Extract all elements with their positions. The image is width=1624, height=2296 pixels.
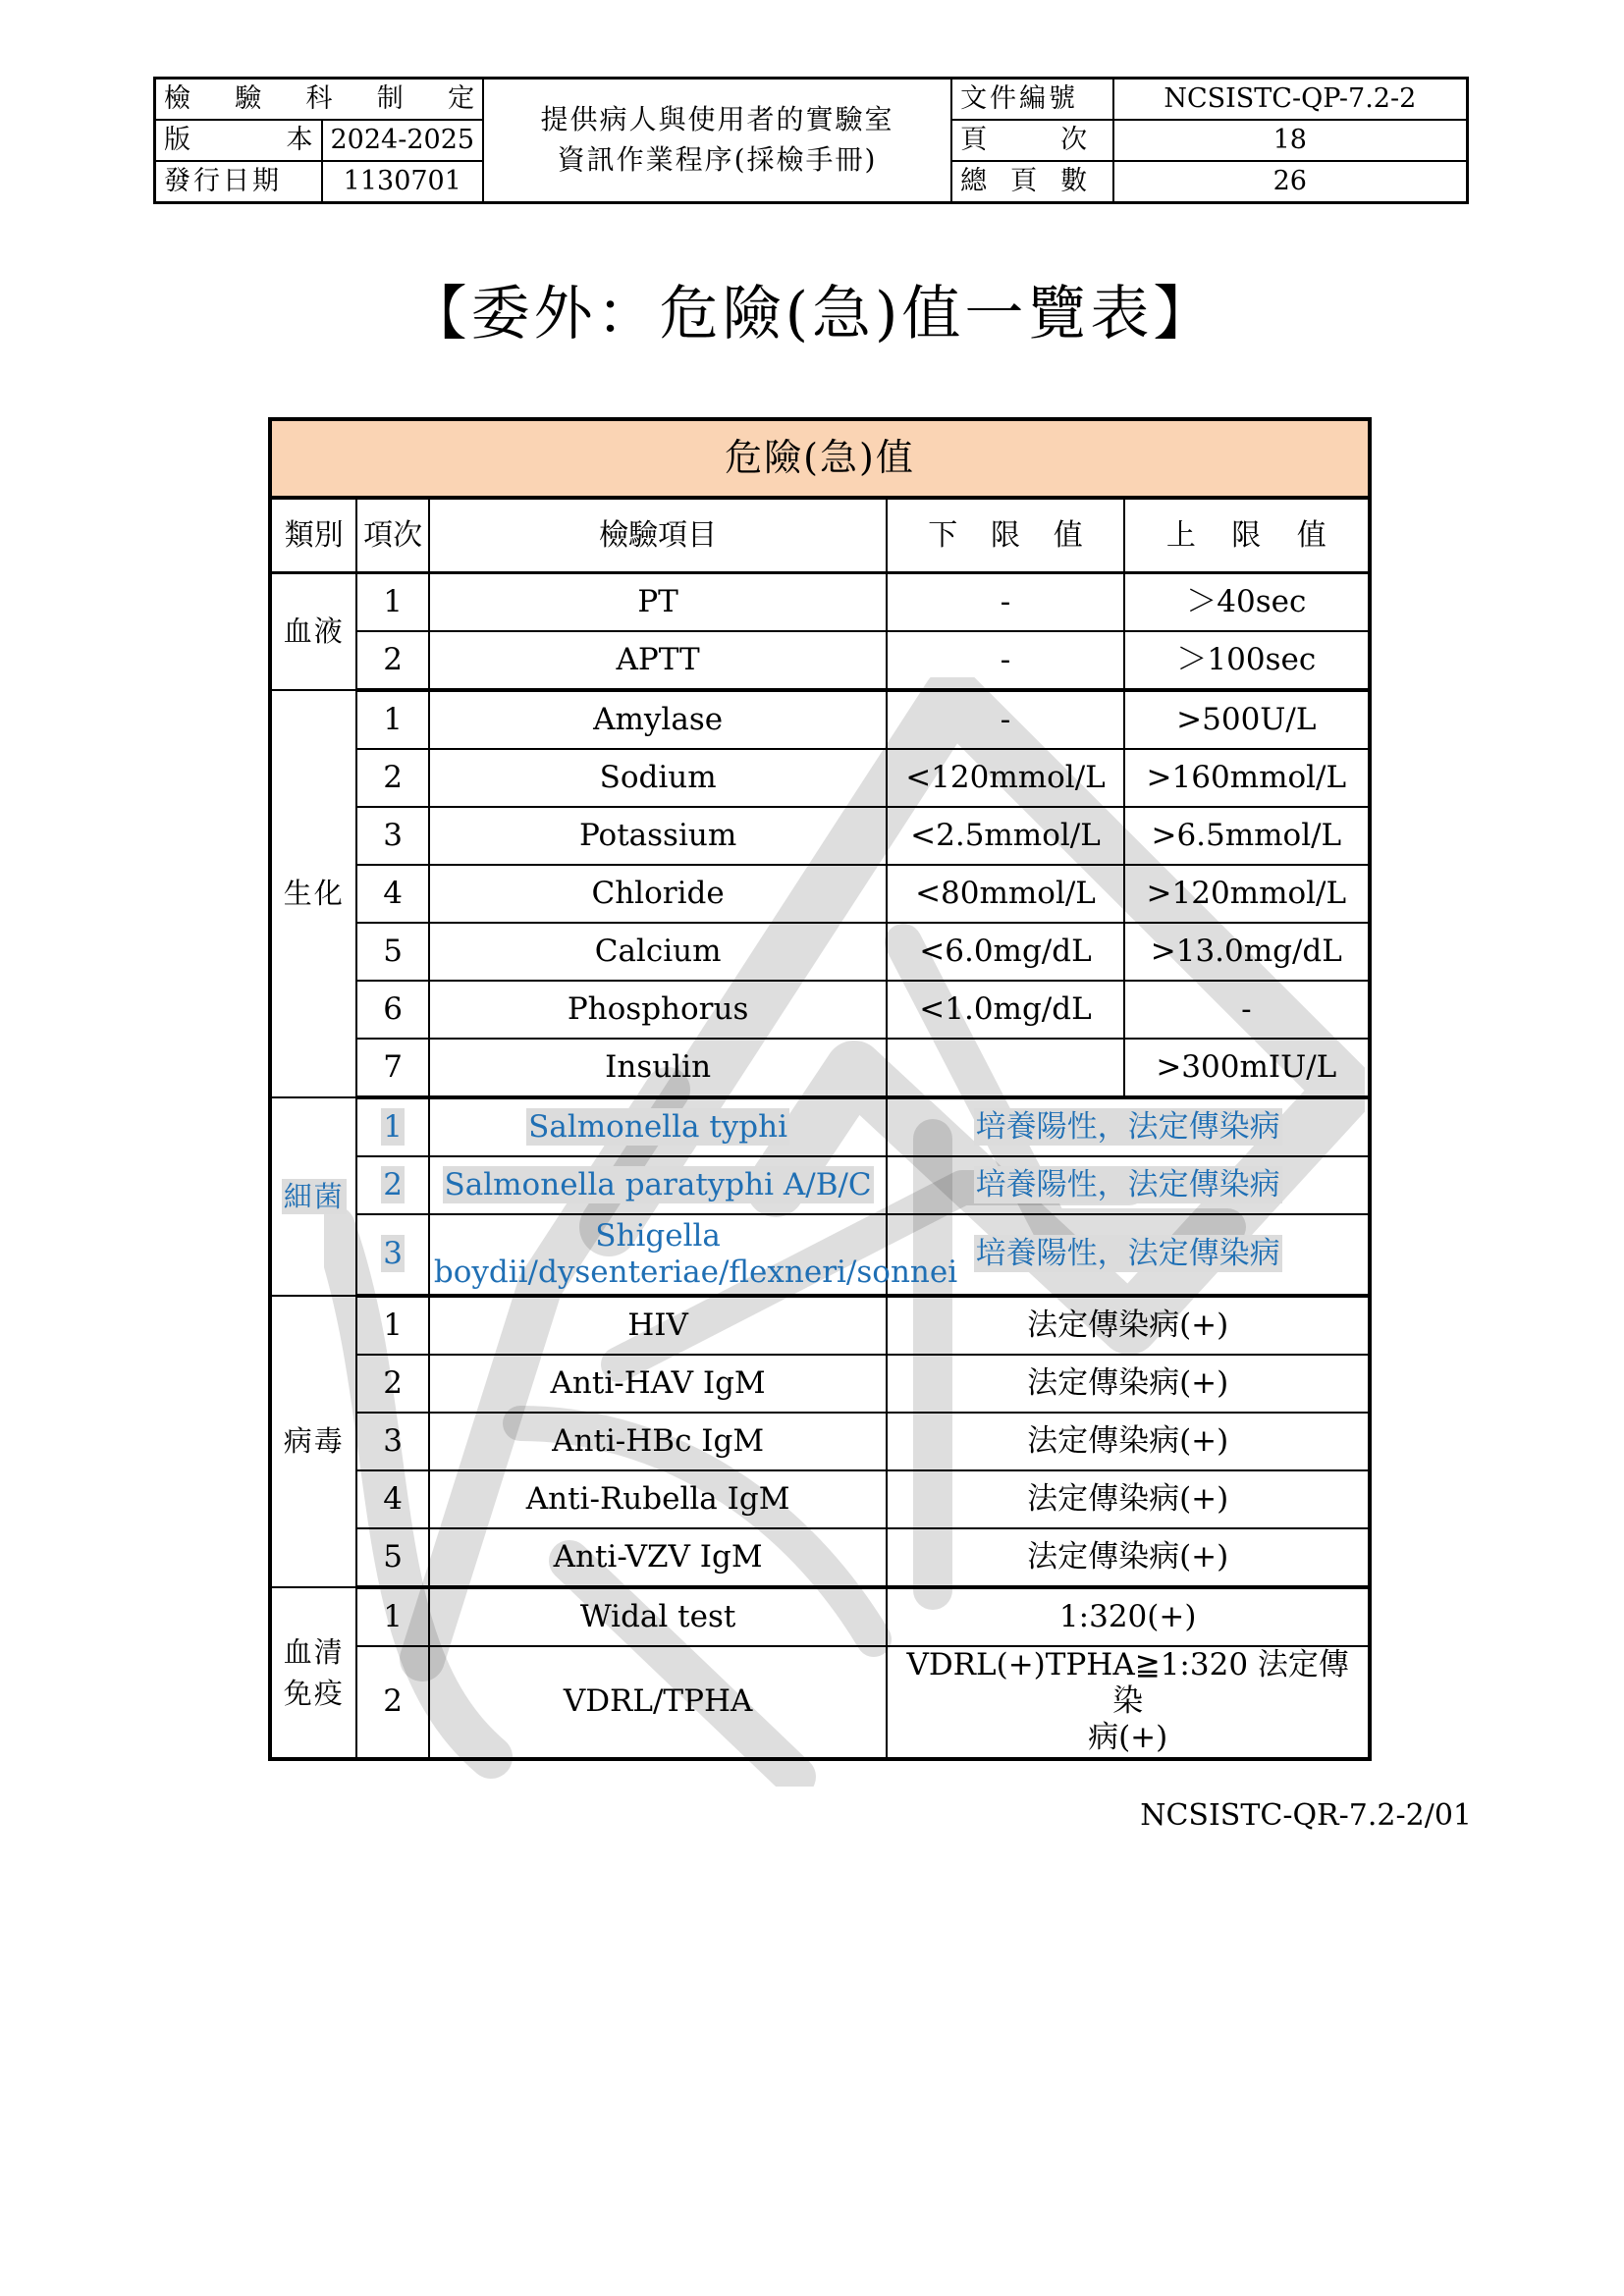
row-item: Potassium [429,807,887,865]
row-lower: <1.0mg/dL [887,981,1123,1039]
row-result: 法定傳染病(+) [887,1470,1370,1528]
row-item: Calcium [429,923,887,981]
row-item: HIV [429,1296,887,1355]
row-lower [887,1039,1123,1097]
table-row [270,1528,1370,1587]
col-item: 檢驗項目 [429,498,887,573]
row-lower: - [887,631,1123,690]
row-lower: <6.0mg/dL [887,923,1123,981]
category-serology: 血清 免疫 [270,1587,356,1759]
table-row [270,749,1370,807]
row-result: 培養陽性，法定傳染病 [887,1156,1370,1214]
table-row [270,1296,1370,1355]
row-lower: <120mmol/L [887,749,1123,807]
category-bacteria: 細菌 [270,1097,356,1296]
row-upper: >300mIU/L [1124,1039,1370,1097]
row-no: 1 [356,690,428,749]
row-lower: - [887,573,1123,632]
row-result: 法定傳染病(+) [887,1528,1370,1587]
page-value: 18 [1113,120,1467,161]
row-result: 培養陽性，法定傳染病 [887,1214,1370,1296]
row-no: 2 [356,1646,428,1759]
form-code: NCSISTC-QR-7.2-2/01 [1140,1798,1472,1833]
row-item: Chloride [429,865,887,923]
row-item: Sodium [429,749,887,807]
row-result: VDRL(+)TPHA≧1:320 法定傳染 病(+) [887,1646,1370,1759]
table-row [270,690,1370,749]
page-label: 頁 次 [951,120,1113,161]
table-row [270,807,1370,865]
row-item: APTT [429,631,887,690]
row-upper: >6.5mmol/L [1124,807,1370,865]
table-row [270,1156,1370,1214]
table-row [270,1039,1370,1097]
issue-date-label: 發行日期 [155,161,322,203]
table-row [270,631,1370,690]
col-lower: 下 限 值 [887,498,1123,573]
row-upper: >500U/L [1124,690,1370,749]
row-item: Anti-HAV IgM [429,1355,887,1413]
row-no: 2 [356,1355,428,1413]
row-no: 1 [356,573,428,632]
row-no: 1 [356,1587,428,1646]
row-no: 1 [356,1296,428,1355]
table-row [270,1646,1370,1759]
doc-no-label: 文件編號 [951,79,1113,121]
row-item: Anti-HBc IgM [429,1413,887,1470]
table-caption: 危險(急)值 [270,419,1370,498]
table-row [270,573,1370,632]
document-header [153,77,1469,204]
doc-title-line1: 提供病人與使用者的實驗室 [540,103,894,136]
row-upper: >160mmol/L [1124,749,1370,807]
row-item: VDRL/TPHA [429,1646,887,1759]
row-item: Phosphorus [429,981,887,1039]
row-no: 6 [356,981,428,1039]
table-row [270,1214,1370,1296]
row-lower: <80mmol/L [887,865,1123,923]
table-row [270,1413,1370,1470]
row-item: PT [429,573,887,632]
row-upper: - [1124,981,1370,1039]
table-row [270,1355,1370,1413]
critical-values-table [268,417,1372,1761]
row-no: 3 [356,807,428,865]
row-no: 3 [356,1413,428,1470]
version-label: 版 本 [155,120,322,161]
row-no: 1 [356,1097,428,1156]
doc-no-value: NCSISTC-QP-7.2-2 [1113,79,1467,121]
row-result: 法定傳染病(+) [887,1413,1370,1470]
row-item: Shigella boydii/dysenteriae/flexneri/sonnei [429,1214,887,1296]
total-pages-label: 總 頁 數 [951,161,1113,203]
row-no: 4 [356,1470,428,1528]
table-row [270,981,1370,1039]
row-lower: <2.5mmol/L [887,807,1123,865]
col-upper: 上 限 值 [1124,498,1370,573]
doc-title-cell [483,79,951,203]
row-result: 法定傳染病(+) [887,1355,1370,1413]
row-item: Insulin [429,1039,887,1097]
row-result: 1:320(+) [887,1587,1370,1646]
category-blood: 血液 [270,573,356,691]
row-no: 3 [356,1214,428,1296]
version-value: 2024-2025 [322,120,484,161]
row-upper: >120mmol/L [1124,865,1370,923]
row-no: 4 [356,865,428,923]
doc-title-line2: 資訊作業程序(採檢手冊) [557,143,878,176]
row-no: 2 [356,1156,428,1214]
row-upper: >13.0mg/dL [1124,923,1370,981]
row-no: 2 [356,749,428,807]
table-row [270,1587,1370,1646]
row-result: 法定傳染病(+) [887,1296,1370,1355]
col-index: 項次 [356,498,428,573]
row-upper: ＞40sec [1124,573,1370,632]
table-row [270,865,1370,923]
row-no: 7 [356,1039,428,1097]
row-no: 5 [356,1528,428,1587]
row-item: Amylase [429,690,887,749]
row-item: Salmonella paratyphi A/B/C [429,1156,887,1214]
col-category: 類別 [270,498,356,573]
table-row [270,1097,1370,1156]
table-row [270,1470,1370,1528]
table-row [270,923,1370,981]
row-no: 5 [356,923,428,981]
row-result: 培養陽性，法定傳染病 [887,1097,1370,1156]
row-lower: - [887,690,1123,749]
row-item: Anti-VZV IgM [429,1528,887,1587]
issue-date-value: 1130701 [322,161,484,203]
dept-label: 檢 驗 科 制 定 [155,79,484,121]
page-title: 【委外：危險(急)值一覽表】 [407,280,1217,348]
row-item: Widal test [429,1587,887,1646]
row-item: Salmonella typhi [429,1097,887,1156]
category-chemistry: 生化 [270,690,356,1097]
row-upper: ＞100sec [1124,631,1370,690]
column-header-row [270,498,1370,573]
row-no: 2 [356,631,428,690]
total-pages-value: 26 [1113,161,1467,203]
row-item: Anti-Rubella IgM [429,1470,887,1528]
category-virus: 病毒 [270,1296,356,1587]
